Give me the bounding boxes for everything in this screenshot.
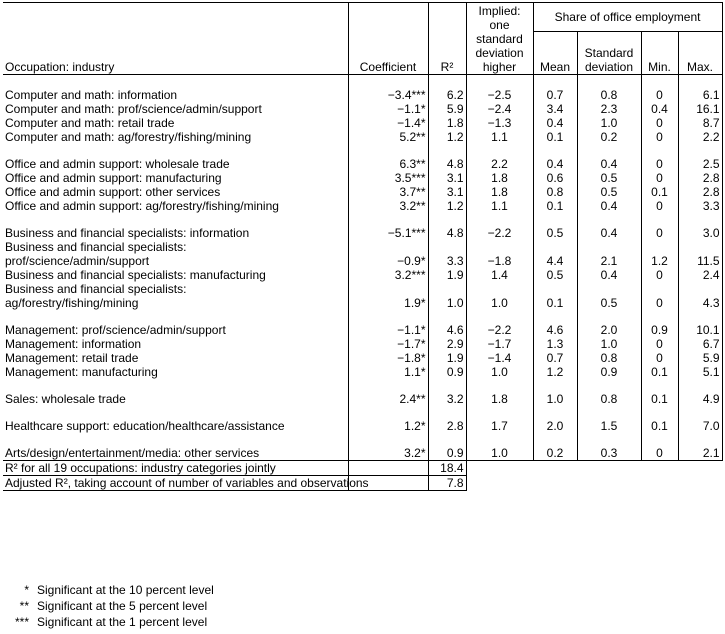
cell-occupation: Management: information bbox=[5, 337, 142, 351]
table-row bbox=[3, 102, 722, 116]
cell-implied: 1.8 bbox=[466, 392, 533, 406]
spacer-cell bbox=[3, 144, 348, 157]
spacer-cell bbox=[3, 433, 348, 446]
header-implied-line2: one bbox=[489, 18, 510, 32]
note-text: Significant at the 5 percent level bbox=[37, 599, 208, 613]
spacer-cell bbox=[678, 213, 722, 226]
cell-occupation: Arts/design/entertainment/media: other services bbox=[3, 446, 348, 461]
occupation-line: ag/forestry/fishing/mining bbox=[5, 296, 139, 310]
table-row bbox=[3, 199, 722, 213]
occupation-line: Business and financial specialists: bbox=[5, 240, 187, 254]
cell-mean: 4.6 bbox=[533, 323, 577, 337]
cell-max: 2.1 bbox=[678, 446, 722, 461]
cell-max: 5.1 bbox=[678, 365, 722, 379]
cell-coefficient: −1.1* bbox=[348, 102, 428, 116]
cell-r2: 3.1 bbox=[428, 171, 466, 185]
spacer-cell bbox=[3, 213, 348, 226]
cell-max: 16.1 bbox=[678, 102, 722, 116]
cell-mean: 0.7 bbox=[533, 88, 577, 102]
cell-r2: 3.3 bbox=[428, 240, 466, 268]
spacer-cell bbox=[533, 379, 577, 392]
cell-min: 0.1 bbox=[641, 419, 678, 433]
summary-value: 18.4 bbox=[428, 461, 466, 476]
cell-sd: 0.4 bbox=[577, 226, 641, 240]
cell-r2: 2.8 bbox=[428, 419, 466, 433]
cell-occupation: Office and admin support: wholesale trade bbox=[5, 157, 230, 171]
table-body bbox=[3, 75, 722, 461]
table-row bbox=[3, 446, 722, 461]
spacer-cell bbox=[348, 144, 428, 157]
cell-sd: 0.5 bbox=[577, 282, 641, 310]
spacer-cell bbox=[348, 406, 428, 419]
header-sd-line1: Standard bbox=[584, 46, 634, 60]
spacer-cell bbox=[533, 144, 577, 157]
spacer-cell bbox=[348, 310, 428, 323]
cell-implied: 1.8 bbox=[466, 185, 533, 199]
cell-occupation bbox=[3, 240, 348, 268]
spacer-cell bbox=[428, 433, 466, 446]
cell-sd: 0.4 bbox=[577, 268, 641, 282]
spacer-cell bbox=[466, 75, 533, 89]
cell-max: 6.1 bbox=[678, 88, 722, 102]
cell-coefficient: −1.1* bbox=[348, 323, 428, 337]
spacer-cell bbox=[428, 406, 466, 419]
spacer-cell bbox=[428, 379, 466, 392]
spacer-cell bbox=[348, 433, 428, 446]
summary-label: Adjusted R², taking account of number of variables and observations bbox=[5, 476, 369, 490]
cell-min: 0 bbox=[641, 88, 678, 102]
table-row bbox=[3, 171, 722, 185]
cell-mean: 4.4 bbox=[533, 240, 577, 268]
cell-min: 0.1 bbox=[641, 185, 678, 199]
cell-r2: 1.8 bbox=[428, 116, 466, 130]
spacer-cell bbox=[3, 310, 348, 323]
cell-occupation: Management: manufacturing bbox=[5, 365, 158, 379]
spacer-cell bbox=[678, 433, 722, 446]
cell-sd: 0.3 bbox=[577, 446, 641, 461]
cell-implied: 1.1 bbox=[466, 130, 533, 144]
cell-r2: 5.9 bbox=[428, 102, 466, 116]
cell-occupation: Computer and math: prof/science/admin/support bbox=[5, 102, 262, 116]
cell-r2: 1.2 bbox=[428, 199, 466, 213]
table-row bbox=[3, 419, 722, 433]
cell-r2: 1.9 bbox=[428, 351, 466, 365]
spacer-cell bbox=[641, 406, 678, 419]
cell-sd: 2.0 bbox=[577, 323, 641, 337]
summary-empty bbox=[348, 461, 428, 476]
cell-sd: 0.9 bbox=[577, 365, 641, 379]
note-line bbox=[3, 582, 214, 598]
spacer-cell bbox=[577, 213, 641, 226]
header-share-group: Share of office employment bbox=[533, 3, 722, 32]
header-implied-line4: deviation bbox=[475, 46, 524, 60]
cell-r2: 3.1 bbox=[428, 185, 466, 199]
cell-occupation: Sales: wholesale trade bbox=[5, 392, 126, 406]
cell-r2: 1.2 bbox=[428, 130, 466, 144]
group-spacer bbox=[3, 406, 722, 419]
cell-implied: 1.0 bbox=[466, 365, 533, 379]
cell-max: 2.8 bbox=[678, 171, 722, 185]
cell-max: 4.3 bbox=[678, 282, 722, 310]
cell-r2: 4.8 bbox=[428, 157, 466, 171]
cell-mean: 1.2 bbox=[533, 365, 577, 379]
group-spacer bbox=[3, 213, 722, 226]
table-row bbox=[3, 351, 722, 365]
table-row bbox=[3, 130, 722, 144]
cell-mean: 0.5 bbox=[533, 268, 577, 282]
cell-r2: 4.8 bbox=[428, 226, 466, 240]
group-spacer bbox=[3, 75, 722, 89]
cell-occupation: Office and admin support: ag/forestry/fishing/mining bbox=[5, 199, 279, 213]
summary-row bbox=[3, 476, 722, 491]
cell-mean: 0.8 bbox=[533, 185, 577, 199]
cell-occupation: Office and admin support: other services bbox=[5, 185, 221, 199]
spacer-cell bbox=[466, 213, 533, 226]
spacer-cell bbox=[641, 144, 678, 157]
header-occupation: Occupation: industry bbox=[3, 3, 348, 75]
summary-blank bbox=[466, 476, 533, 491]
cell-coefficient: 6.3** bbox=[348, 157, 428, 171]
table-summary bbox=[3, 461, 722, 491]
cell-implied: −2.2 bbox=[466, 226, 533, 240]
spacer-cell bbox=[577, 310, 641, 323]
table-row bbox=[3, 337, 722, 351]
cell-occupation bbox=[3, 282, 348, 310]
table-row bbox=[3, 226, 722, 240]
cell-max: 5.9 bbox=[678, 351, 722, 365]
cell-r2: 1.9 bbox=[428, 268, 466, 282]
cell-max: 4.9 bbox=[678, 392, 722, 406]
cell-max: 7.0 bbox=[678, 419, 722, 433]
cell-occupation: Computer and math: ag/forestry/fishing/mining bbox=[5, 130, 252, 144]
cell-coefficient: −1.4* bbox=[348, 116, 428, 130]
spacer-cell bbox=[641, 433, 678, 446]
cell-r2: 3.2 bbox=[428, 392, 466, 406]
spacer-cell bbox=[533, 213, 577, 226]
cell-occupation: Business and financial specialists: information bbox=[5, 226, 250, 240]
header-sd-line2: deviation bbox=[584, 60, 634, 74]
spacer-cell bbox=[428, 213, 466, 226]
cell-mean: 0.1 bbox=[533, 130, 577, 144]
cell-implied: −2.4 bbox=[466, 102, 533, 116]
cell-mean: 0.1 bbox=[533, 282, 577, 310]
cell-min: 0 bbox=[641, 130, 678, 144]
cell-sd: 1.0 bbox=[577, 337, 641, 351]
cell-min: 0.4 bbox=[641, 102, 678, 116]
header-min: Min. bbox=[641, 32, 678, 75]
spacer-cell bbox=[577, 379, 641, 392]
cell-r2: 0.9 bbox=[428, 446, 466, 461]
group-spacer bbox=[3, 144, 722, 157]
cell-min: 0 bbox=[641, 282, 678, 310]
table-row bbox=[3, 282, 722, 310]
cell-mean: 1.3 bbox=[533, 337, 577, 351]
cell-coefficient: 5.2** bbox=[348, 130, 428, 144]
cell-r2: 6.2 bbox=[428, 88, 466, 102]
summary-row bbox=[3, 461, 722, 476]
cell-implied: 1.0 bbox=[466, 446, 533, 461]
cell-occupation: Office and admin support: manufacturing bbox=[5, 171, 222, 185]
table-row bbox=[3, 157, 722, 171]
table-row bbox=[3, 268, 722, 282]
cell-implied: 2.2 bbox=[466, 157, 533, 171]
cell-mean: 1.0 bbox=[533, 392, 577, 406]
cell-coefficient: 3.2* bbox=[348, 446, 428, 461]
cell-max: 2.5 bbox=[678, 157, 722, 171]
cell-min: 0 bbox=[641, 199, 678, 213]
cell-max: 2.8 bbox=[678, 185, 722, 199]
cell-coefficient: −1.7* bbox=[348, 337, 428, 351]
cell-r2: 2.9 bbox=[428, 337, 466, 351]
cell-mean: 0.6 bbox=[533, 171, 577, 185]
cell-sd: 2.1 bbox=[577, 240, 641, 268]
cell-implied: 1.4 bbox=[466, 268, 533, 282]
cell-max: 10.1 bbox=[678, 323, 722, 337]
cell-mean: 3.4 bbox=[533, 102, 577, 116]
cell-mean: 0.4 bbox=[533, 116, 577, 130]
cell-coefficient: 1.9* bbox=[348, 282, 428, 310]
spacer-cell bbox=[3, 406, 348, 419]
header-implied-line1: Implied: bbox=[478, 4, 521, 18]
cell-sd: 0.5 bbox=[577, 185, 641, 199]
cell-min: 0 bbox=[641, 268, 678, 282]
cell-occupation: Computer and math: information bbox=[5, 88, 178, 102]
spacer-cell bbox=[641, 213, 678, 226]
spacer-cell bbox=[577, 406, 641, 419]
cell-implied: −2.5 bbox=[466, 88, 533, 102]
cell-coefficient: −1.8* bbox=[348, 351, 428, 365]
spacer-cell bbox=[466, 406, 533, 419]
spacer-cell bbox=[3, 379, 348, 392]
cell-max: 2.4 bbox=[678, 268, 722, 282]
spacer-cell bbox=[348, 75, 428, 89]
spacer-cell bbox=[533, 406, 577, 419]
spacer-cell bbox=[678, 379, 722, 392]
cell-sd: 1.0 bbox=[577, 116, 641, 130]
spacer-cell bbox=[3, 75, 348, 89]
cell-min: 1.2 bbox=[641, 240, 678, 268]
table-row bbox=[3, 392, 722, 406]
cell-min: 0 bbox=[641, 171, 678, 185]
spacer-cell bbox=[466, 144, 533, 157]
regression-table bbox=[3, 2, 723, 491]
cell-coefficient: −5.1*** bbox=[348, 226, 428, 240]
cell-occupation: Business and financial specialists: manufacturing bbox=[5, 268, 266, 282]
cell-implied: −2.2 bbox=[466, 323, 533, 337]
cell-min: 0 bbox=[641, 337, 678, 351]
spacer-cell bbox=[348, 213, 428, 226]
significance-notes bbox=[3, 582, 214, 630]
cell-occupation: Management: prof/science/admin/support bbox=[5, 323, 226, 337]
cell-mean: 0.4 bbox=[533, 157, 577, 171]
group-spacer bbox=[3, 433, 722, 446]
table-row bbox=[3, 116, 722, 130]
cell-implied: 1.8 bbox=[466, 171, 533, 185]
cell-min: 0 bbox=[641, 116, 678, 130]
cell-coefficient: −0.9* bbox=[348, 240, 428, 268]
cell-r2: 1.0 bbox=[428, 282, 466, 310]
spacer-cell bbox=[533, 310, 577, 323]
occupation-line: prof/science/admin/support bbox=[5, 254, 150, 268]
header-implied bbox=[466, 3, 533, 75]
cell-implied: −1.4 bbox=[466, 351, 533, 365]
note-symbol: *** bbox=[14, 615, 29, 629]
cell-implied: −1.3 bbox=[466, 116, 533, 130]
spacer-cell bbox=[678, 75, 722, 89]
cell-sd: 0.8 bbox=[577, 88, 641, 102]
group-spacer bbox=[3, 379, 722, 392]
cell-max: 3.0 bbox=[678, 226, 722, 240]
cell-max: 11.5 bbox=[678, 240, 722, 268]
note-symbol: ** bbox=[19, 599, 29, 613]
spacer-cell bbox=[466, 433, 533, 446]
cell-max: 2.2 bbox=[678, 130, 722, 144]
cell-r2: 0.9 bbox=[428, 365, 466, 379]
cell-coefficient: 3.2*** bbox=[348, 268, 428, 282]
cell-implied: 1.1 bbox=[466, 199, 533, 213]
spacer-cell bbox=[577, 144, 641, 157]
cell-max: 8.7 bbox=[678, 116, 722, 130]
cell-mean: 2.0 bbox=[533, 419, 577, 433]
spacer-cell bbox=[428, 144, 466, 157]
spacer-cell bbox=[466, 379, 533, 392]
cell-implied: −1.8 bbox=[466, 240, 533, 268]
spacer-cell bbox=[348, 379, 428, 392]
cell-sd: 0.5 bbox=[577, 171, 641, 185]
header-max: Max. bbox=[678, 32, 722, 75]
spacer-cell bbox=[678, 310, 722, 323]
cell-implied: −1.7 bbox=[466, 337, 533, 351]
group-spacer bbox=[3, 310, 722, 323]
note-symbol: * bbox=[24, 583, 29, 597]
header-implied-line5: higher bbox=[482, 60, 517, 74]
occupation-line: Business and financial specialists: bbox=[5, 282, 187, 296]
cell-sd: 1.5 bbox=[577, 419, 641, 433]
spacer-cell bbox=[428, 310, 466, 323]
spacer-cell bbox=[577, 75, 641, 89]
cell-max: 3.3 bbox=[678, 199, 722, 213]
cell-coefficient: 3.2** bbox=[348, 199, 428, 213]
cell-occupation: Healthcare support: education/healthcare/assistance bbox=[5, 419, 285, 433]
summary-label: R² for all 19 occupations: industry categories jointly bbox=[3, 461, 348, 476]
cell-mean: 0.2 bbox=[533, 446, 577, 461]
cell-occupation: Computer and math: retail trade bbox=[5, 116, 175, 130]
cell-implied: 1.0 bbox=[466, 282, 533, 310]
spacer-cell bbox=[641, 310, 678, 323]
table-row bbox=[3, 240, 722, 268]
spacer-cell bbox=[533, 433, 577, 446]
spacer-cell bbox=[678, 144, 722, 157]
note-line bbox=[3, 614, 214, 630]
cell-sd: 0.8 bbox=[577, 392, 641, 406]
spacer-cell bbox=[577, 433, 641, 446]
note-text: Significant at the 10 percent level bbox=[37, 583, 214, 597]
cell-sd: 0.2 bbox=[577, 130, 641, 144]
summary-blank bbox=[466, 461, 533, 476]
cell-min: 0 bbox=[641, 157, 678, 171]
cell-min: 0 bbox=[641, 226, 678, 240]
spacer-cell bbox=[641, 379, 678, 392]
cell-sd: 0.8 bbox=[577, 351, 641, 365]
spacer-cell bbox=[678, 406, 722, 419]
spacer-cell bbox=[533, 75, 577, 89]
header-sd bbox=[577, 32, 641, 75]
table-row bbox=[3, 323, 722, 337]
cell-min: 0 bbox=[641, 351, 678, 365]
cell-mean: 0.7 bbox=[533, 351, 577, 365]
spacer-cell bbox=[428, 75, 466, 89]
cell-coefficient: 3.7** bbox=[348, 185, 428, 199]
cell-mean: 0.1 bbox=[533, 199, 577, 213]
regression-table-container bbox=[3, 2, 723, 491]
cell-coefficient: 2.4** bbox=[348, 392, 428, 406]
cell-min: 0.1 bbox=[641, 392, 678, 406]
cell-coefficient: −3.4*** bbox=[348, 88, 428, 102]
cell-min: 0.9 bbox=[641, 323, 678, 337]
summary-value: 7.8 bbox=[428, 476, 466, 491]
header-coefficient: Coefficient bbox=[348, 3, 428, 75]
cell-sd: 0.4 bbox=[577, 157, 641, 171]
cell-max: 6.7 bbox=[678, 337, 722, 351]
table-row bbox=[3, 185, 722, 199]
cell-sd: 0.4 bbox=[577, 199, 641, 213]
table-header bbox=[3, 3, 722, 75]
cell-coefficient: 1.2* bbox=[348, 419, 428, 433]
cell-occupation: Management: retail trade bbox=[5, 351, 139, 365]
note-text: Significant at the 1 percent level bbox=[37, 615, 208, 629]
cell-coefficient: 3.5*** bbox=[348, 171, 428, 185]
cell-r2: 4.6 bbox=[428, 323, 466, 337]
note-line bbox=[3, 598, 214, 614]
cell-mean: 0.5 bbox=[533, 226, 577, 240]
spacer-cell bbox=[641, 75, 678, 89]
header-mean: Mean bbox=[533, 32, 577, 75]
cell-sd: 2.3 bbox=[577, 102, 641, 116]
cell-min: 0 bbox=[641, 446, 678, 461]
cell-coefficient: 1.1* bbox=[348, 365, 428, 379]
header-implied-line3: standard bbox=[476, 32, 523, 46]
cell-min: 0.1 bbox=[641, 365, 678, 379]
table-row bbox=[3, 365, 722, 379]
spacer-cell bbox=[466, 310, 533, 323]
cell-implied: 1.7 bbox=[466, 419, 533, 433]
header-r2: R² bbox=[428, 3, 466, 75]
table-row bbox=[3, 88, 722, 102]
